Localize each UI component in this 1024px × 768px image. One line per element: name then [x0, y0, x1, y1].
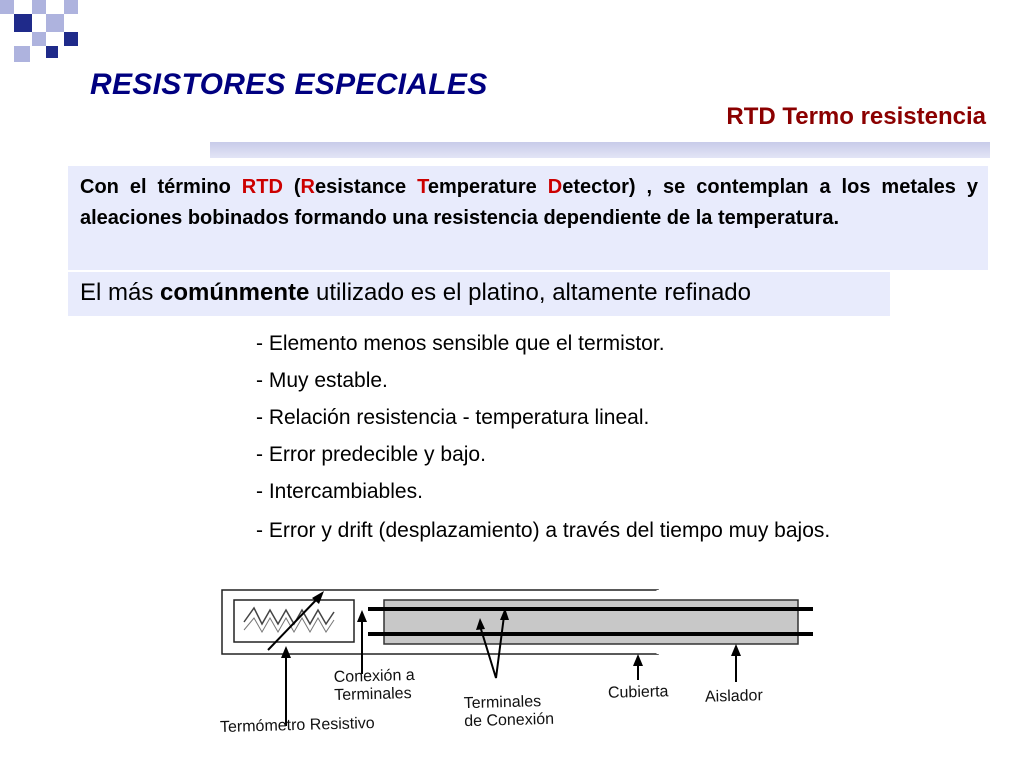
label-termometro-resistivo: Termómetro Resistivo	[219, 714, 375, 737]
list-item: - Error predecible y bajo.	[256, 443, 486, 466]
header-divider	[210, 142, 990, 158]
label-aislador: Aislador	[704, 687, 764, 706]
definition-text: Con el término RTD (Resistance Temperature Detector) , se contemplan a los metales y aleaciones bobinados formando una resistencia dependiente de la temperatura.	[80, 176, 978, 229]
slide-subtitle: RTD Termo resistencia	[726, 103, 986, 130]
slide-title: RESISTORES ESPECIALES	[90, 68, 488, 101]
label-conexion-terminales: Conexión a Terminales	[333, 666, 415, 705]
most-common-text: El más comúnmente utilizado es el platino, altamente refinado	[80, 279, 751, 306]
list-item: - Error y drift (desplazamiento) a través del tiempo muy bajos.	[256, 519, 831, 542]
list-item: - Muy estable.	[256, 369, 388, 392]
list-item: - Relación resistencia - temperatura lineal.	[256, 406, 650, 429]
features-list	[256, 330, 830, 554]
list-item: - Elemento menos sensible que el termistor.	[256, 332, 665, 355]
label-terminales-conexion: Terminales de Conexión	[463, 693, 555, 731]
list-item: - Intercambiables.	[256, 480, 423, 503]
insulator	[384, 600, 798, 644]
label-cubierta: Cubierta	[607, 683, 669, 702]
